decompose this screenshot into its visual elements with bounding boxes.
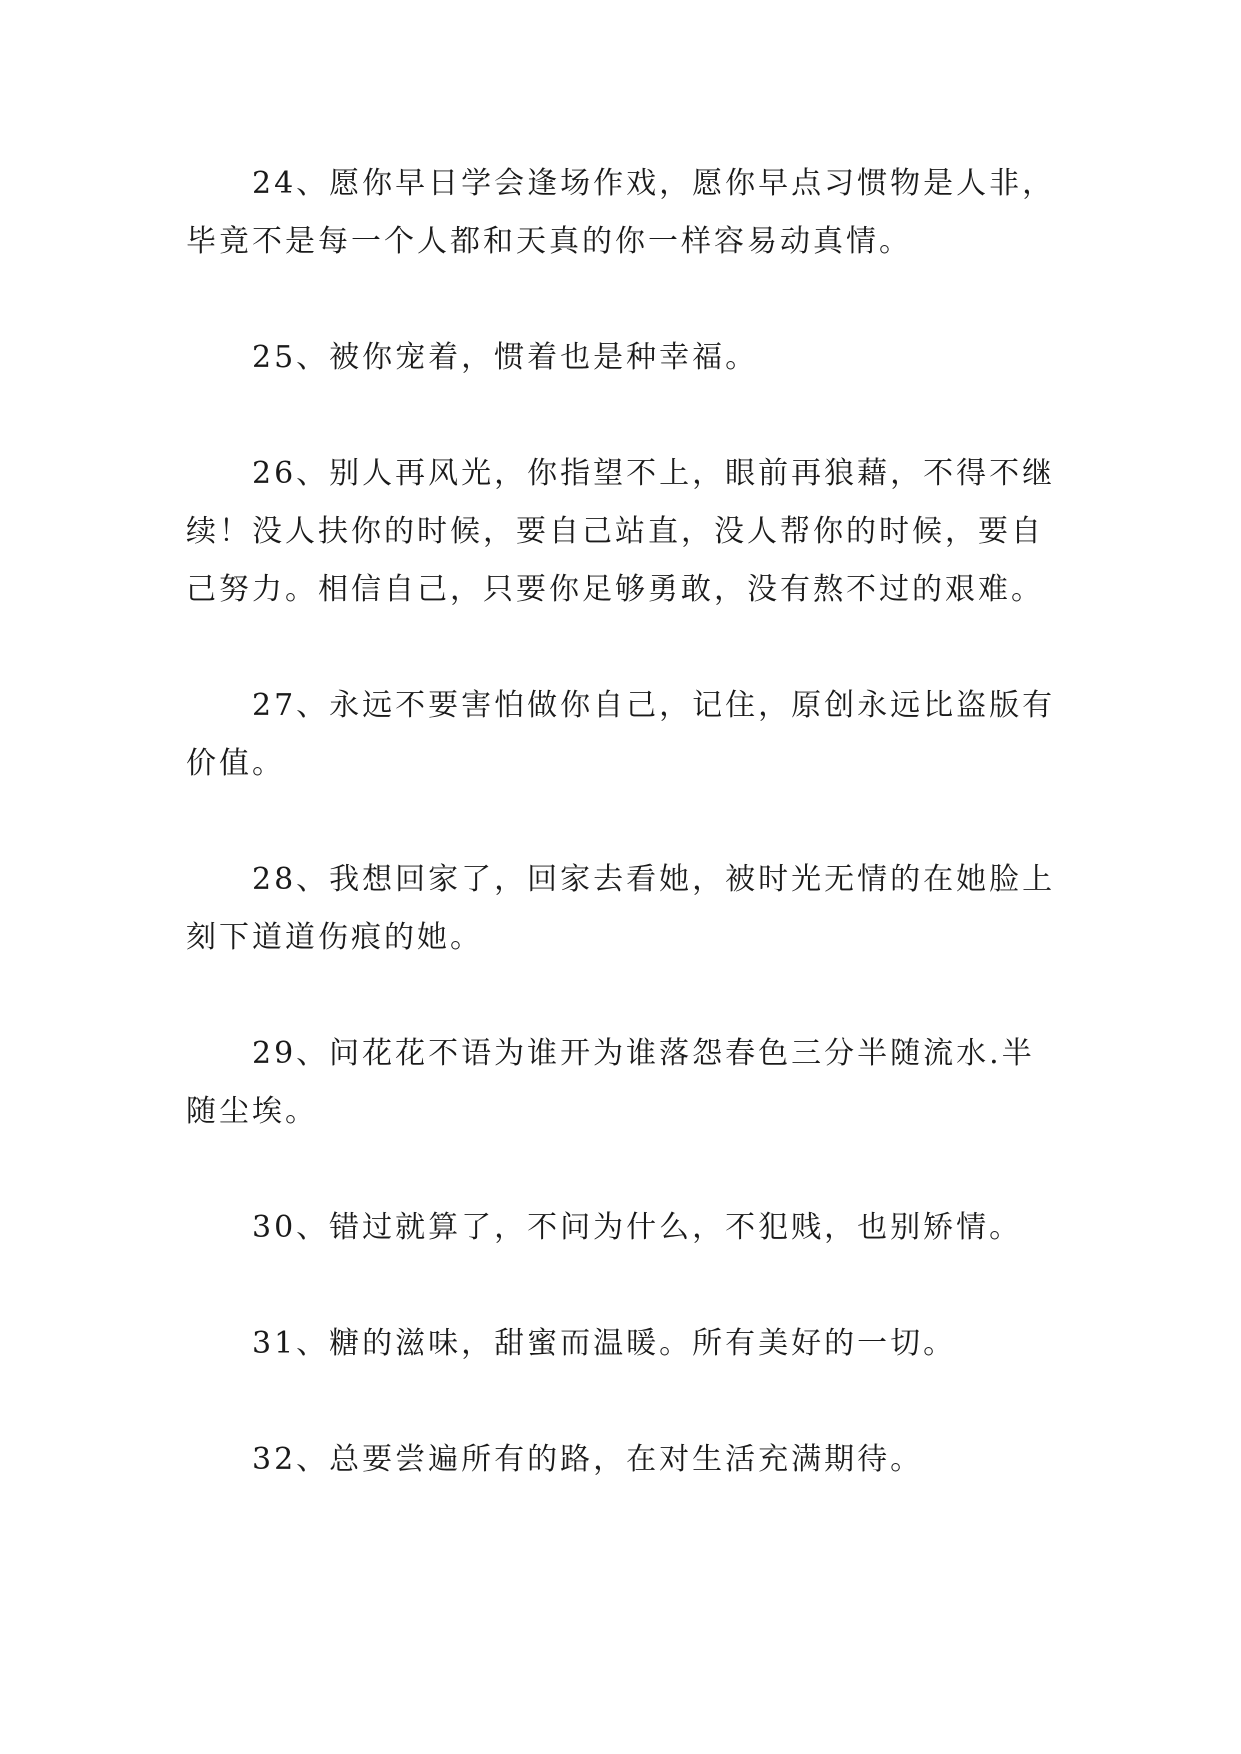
- paragraph-26: 26、别人再风光，你指望不上，眼前再狼藉，不得不继续！没人扶你的时候，要自己站直，没人帮你的时候，要自己努力。相信自己，只要你足够勇敢，没有熬不过的艰难。: [186, 456, 1056, 607]
- paragraph-27: 27、永远不要害怕做你自己，记住，原创永远比盗版有价值。: [186, 688, 1056, 781]
- paragraph-28: 28、我想回家了，回家去看她，被时光无情的在她脸上刻下道道伤痕的她。: [186, 862, 1056, 955]
- paragraph-24: 24、愿你早日学会逢场作戏，愿你早点习惯物是人非，毕竟不是每一个人都和天真的你一样容易动真情。: [186, 166, 1056, 259]
- paragraph-30: 30、错过就算了，不问为什么，不犯贱，也别矫情。: [252, 1210, 1023, 1245]
- paragraph-29: 29、问花花不语为谁开为谁落怨春色三分半随流水.半随尘埃。: [186, 1036, 1035, 1129]
- document-body: [186, 155, 1066, 1547]
- paragraph-31: 31、糖的滋味，甜蜜而温暖。所有美好的一切。: [252, 1326, 957, 1361]
- paragraph-32: 32、总要尝遍所有的路，在对生活充满期待。: [252, 1442, 924, 1477]
- paragraph-25: 25、被你宠着，惯着也是种幸福。: [252, 340, 759, 375]
